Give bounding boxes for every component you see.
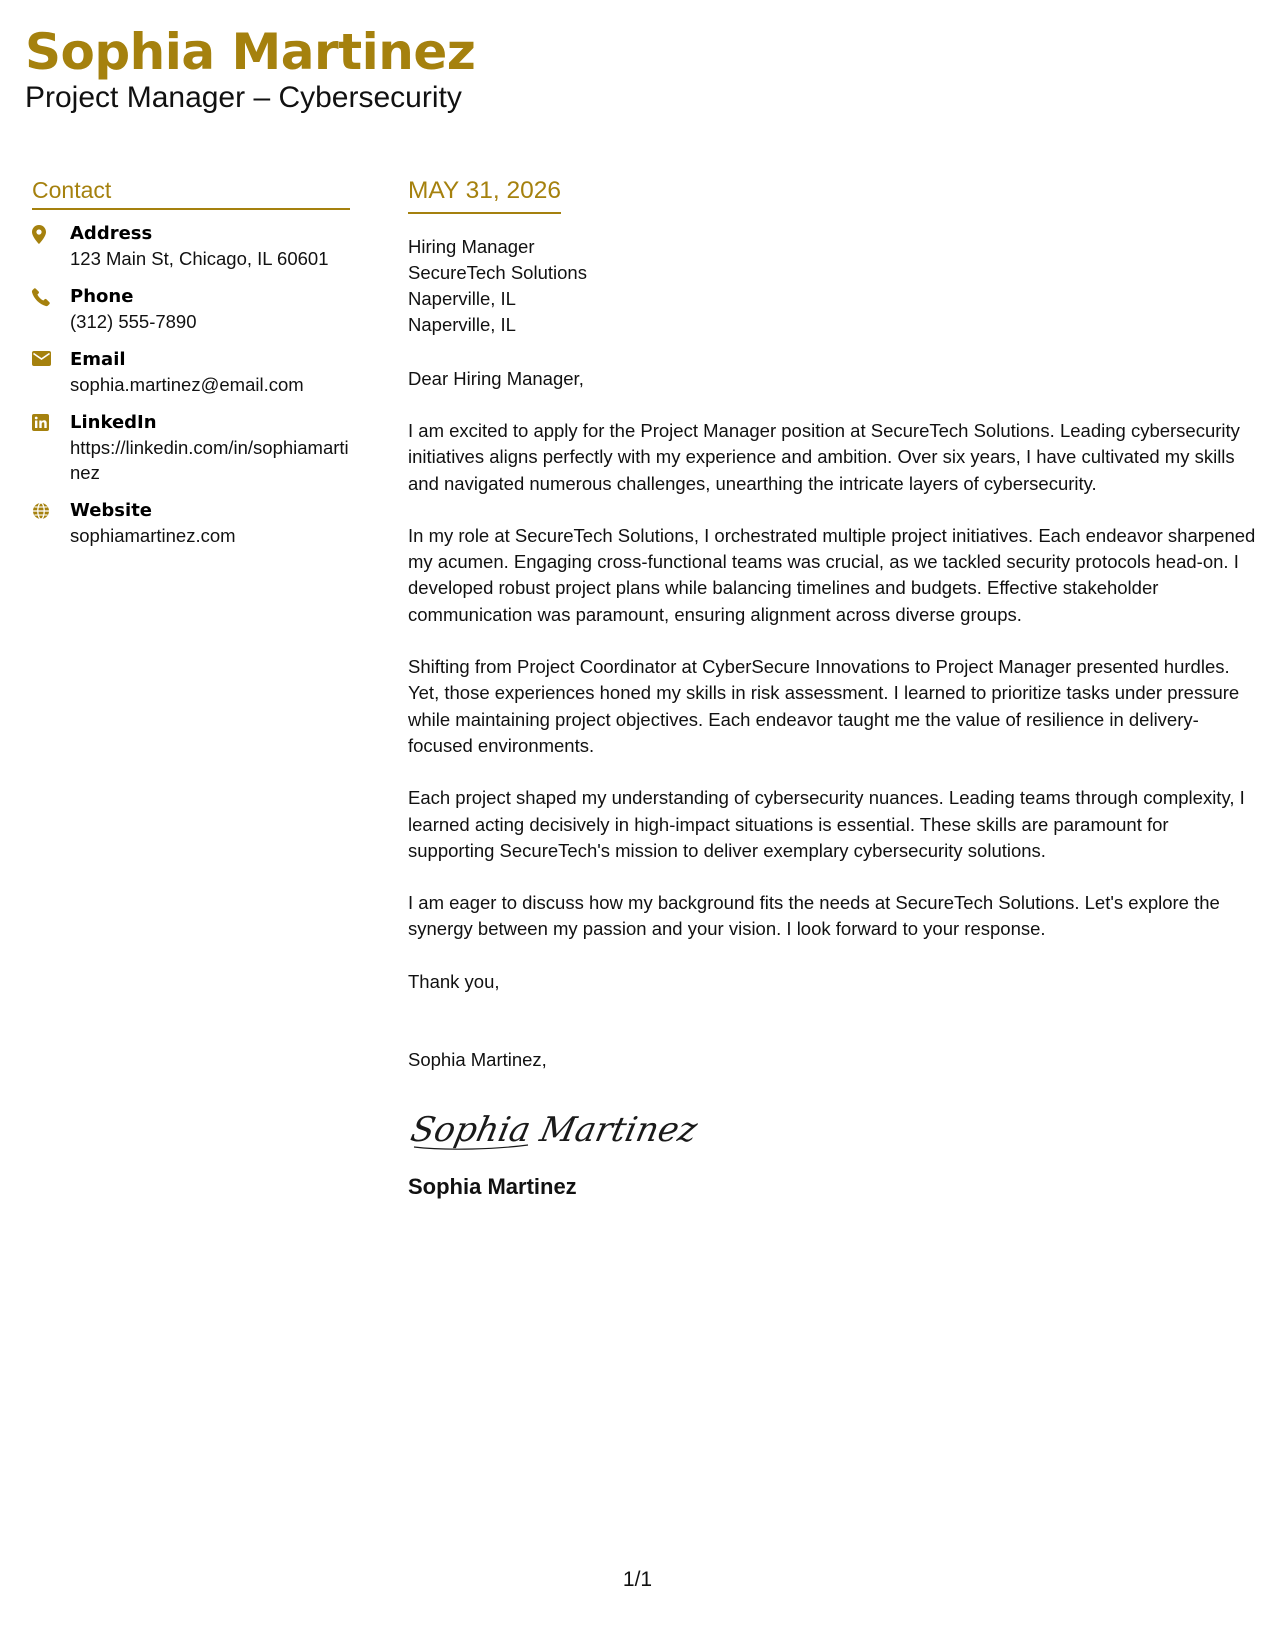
salutation: Dear Hiring Manager, <box>408 368 584 389</box>
contact-list <box>32 222 350 548</box>
job-title: Project Manager – Cybersecurity <box>25 81 462 114</box>
recipient-block <box>408 234 1258 338</box>
contact-label-linkedin: LinkedIn <box>70 412 157 433</box>
applicant-name: Sophia Martinez <box>25 23 476 81</box>
letter-body <box>408 176 1258 1201</box>
website-value[interactable]: sophiamartinez.com <box>70 525 236 546</box>
body-paragraph: In my role at SecureTech Solutions, I orchestrated multiple project initiatives. Each endeavor sharpened my acumen. Engaging cross-functional teams was crucial, as we tackled security protocols head-on. I developed robust project plans while balancing timelines and budgets. Effective stakeholder communication was paramount, ensuring alignment across diverse groups. <box>408 524 1256 625</box>
body-paragraph: I am excited to apply for the Project Manager position at SecureTech Solutions. Leading cybersecurity initiatives aligns perfectly with my experience and ambition. Over six years, I have cultivated my skills and navigated numerous challenges, unearthing the intricate layers of cybersecurity. <box>408 420 1240 494</box>
email-value: sophia.martinez@email.com <box>70 374 304 395</box>
printed-name: Sophia Martinez <box>408 1173 577 1199</box>
contact-item-email <box>32 348 350 397</box>
contact-heading: Contact <box>32 176 350 210</box>
phone-value: (312) 555-7890 <box>70 311 197 332</box>
handwritten-signature <box>408 1099 1258 1159</box>
contact-label-website: Website <box>70 500 153 521</box>
contact-item-website <box>32 499 350 548</box>
recipient-line: Naperville, IL <box>408 288 516 309</box>
recipient-line: SecureTech Solutions <box>408 262 587 283</box>
globe-icon <box>32 499 70 526</box>
map-pin-icon <box>32 222 70 249</box>
envelope-icon <box>32 348 70 375</box>
contact-item-linkedin <box>32 411 350 485</box>
signoff-name: Sophia Martinez, <box>408 1048 547 1070</box>
contact-item-address <box>32 222 350 271</box>
contact-label-address: Address <box>70 223 153 244</box>
contact-label-phone: Phone <box>70 286 134 307</box>
address-value: 123 Main St, Chicago, IL 60601 <box>70 248 329 269</box>
body-paragraph: I am eager to discuss how my background fits the needs at SecureTech Solutions. Let's explore the synergy between my passion and your vision. I look forward to your response. <box>408 892 1220 940</box>
contact-sidebar <box>32 176 350 562</box>
svg-text:Sophia Martinez: Sophia Martinez <box>407 1110 701 1150</box>
linkedin-icon <box>32 411 70 438</box>
recipient-line: Hiring Manager <box>408 236 535 257</box>
body-paragraph: Shifting from Project Coordinator at CyberSecure Innovations to Project Manager presented hurdles. Yet, those experiences honed my skills in risk assessment. I learned to prioritize tasks under pressure while maintaining project objectives. Each endeavor taught me the value of resilience in delivery-focused environments. <box>408 656 1240 756</box>
letter-date: MAY 31, 2026 <box>408 176 561 214</box>
letter-header <box>25 22 475 116</box>
contact-label-email: Email <box>70 349 126 370</box>
phone-icon <box>32 285 70 312</box>
linkedin-value[interactable]: https://linkedin.com/in/sophiamartinez <box>70 437 349 483</box>
recipient-line: Naperville, IL <box>408 314 516 335</box>
body-paragraph: Each project shaped my understanding of cybersecurity nuances. Leading teams through complexity, I learned acting decisively in high-impact situations is essential. These skills are paramount for supporting SecureTech's mission to deliver exemplary cybersecurity solutions. <box>408 787 1245 861</box>
page-number: 1/1 <box>622 1568 653 1591</box>
contact-item-phone <box>32 285 350 334</box>
closing: Thank you, <box>408 970 500 992</box>
